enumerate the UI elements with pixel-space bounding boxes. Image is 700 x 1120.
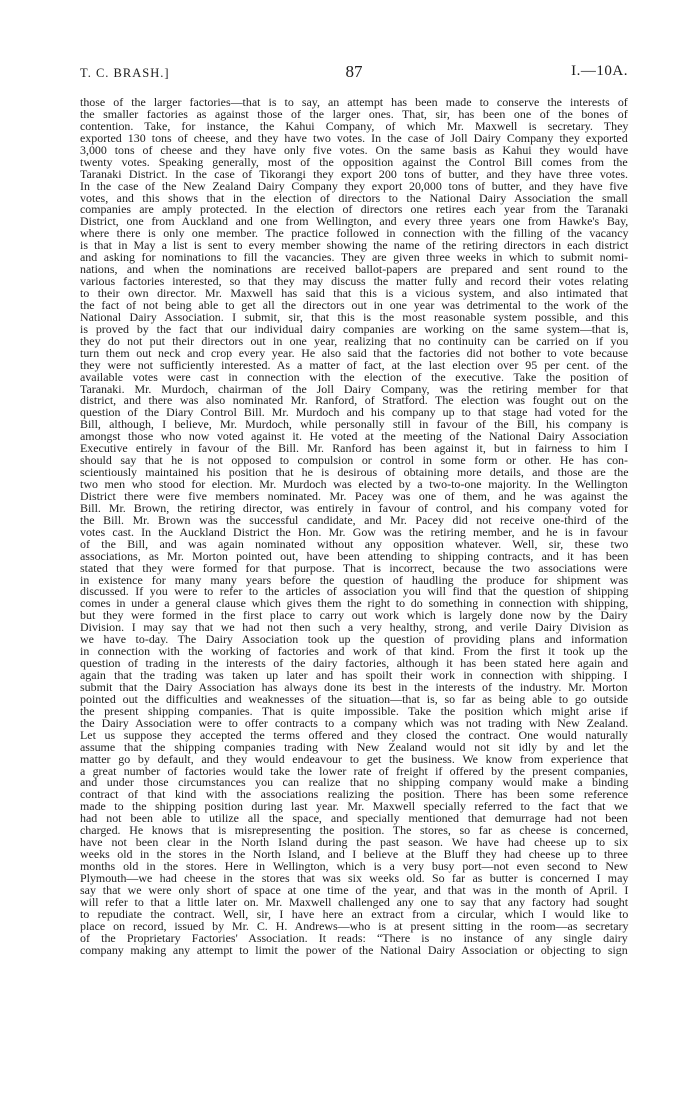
text-line: of the Proprietary Factories' Association. It reads: “There is no instance of any single dairy xyxy=(80,930,628,945)
text-line: a great number of factories would take the lower rate of freight if offered by the present companies, xyxy=(80,763,629,778)
text-line: contention. Take, for instance, the Kahui Company, of which Mr. Maxwell is secretary. They xyxy=(80,118,629,133)
text-line: we have to-day. The Dairy Association took up the question of providing plans and information xyxy=(80,632,628,647)
text-line: in existence for many many years before the question of haudling the produce for shipment was xyxy=(80,572,629,587)
text-line: votes cast. In the Auckland District the Hon. Mr. Gow was the retiring member, and he is in favour xyxy=(80,524,628,539)
text-line: available votes were cast in connection with the election of the executive. Take the position of xyxy=(80,369,629,384)
text-line: Taranaki. Mr. Murdoch, chairman of the Joll Dairy Company, was the retiring member for that xyxy=(80,381,629,396)
text-line: is that in May a list is sent to every member showing the name of the retiring directors in each district xyxy=(80,238,629,253)
text-line: submit that the Dairy Association has always done its best in the interests of the industry. Mr. Morton xyxy=(80,679,628,694)
text-line: place on record, issued by Mr. C. H. Andrews—who is at present sitting in the room—as secretary xyxy=(80,918,629,933)
text-line: made to the shipping position during last year. Mr. Maxwell specially referred to the fact that we xyxy=(80,799,628,814)
text-line: pointed out the difficulties and weaknesses of the situation—that is, so far as being able to go outside xyxy=(80,691,629,706)
text-line: Taranaki District. In the case of Tikorangi they export 200 tons of butter, and they have three votes. xyxy=(80,166,629,181)
text-line: stated that they were formed for that purpose. That is incorrect, because the two associations were xyxy=(80,560,628,575)
text-line: Bill, although, I believe, Mr. Murdoch, while personally still in favour of the Bill, his company is xyxy=(80,417,629,432)
text-line: two men who stood for election. Mr. Murdoch was elected by a two-to-one majority. In the Wellington xyxy=(80,477,628,491)
text-line: where there is only one member. The practice followed in connection with the filling of the vacancy xyxy=(80,226,629,241)
text-line: Bill. Mr. Brown, the retiring director, was entirely in favour of control, and his company voted for xyxy=(80,500,628,515)
text-line: nations, and when the nominations are received ballot-papers are prepared and sent round to the xyxy=(80,262,628,277)
text-line: they were not sufficiently interested. As a matter of fact, at the last election over 95 per cent. of the xyxy=(80,357,628,372)
text-line: turn them out neck and crop every year. He also said that the factories did not bother to vote because xyxy=(80,345,629,360)
text-line: comes in under a general clause which gives them the right to do something in connection with shipping, xyxy=(80,596,629,611)
text-line: discussed. If you were to refer to the articles of association you will find that the question of shipping xyxy=(80,584,629,599)
text-line: have not been clear in the North Island during the past season. We have had cheese up to six xyxy=(80,835,629,850)
page-number: 87 xyxy=(345,62,363,81)
text-line: exported 130 tons of cheese, and they have two votes. In the case of Joll Dairy Company they exported xyxy=(80,130,628,145)
text-line: company making any attempt to limit the power of the National Dairy Association or objecting to sign xyxy=(80,942,628,957)
text-line: district, and there was also nominated Mr. Ranford, of Stratford. The election was fought out on the xyxy=(80,393,629,408)
text-line: weeks old in the stores in the North Island, and I believe at the Bluff they had cheese up to three xyxy=(80,847,628,862)
text-line: should say that he is not opposed to compulsion or control in some form or other. He has con- xyxy=(80,453,628,468)
text-line: but they were formed in the first place to carry out work which is largely done now by the Dairy xyxy=(80,608,628,623)
text-line: and under those circumstances you can realize that no shipping company would make a binding xyxy=(80,775,629,790)
text-line: associations, as Mr. Morton pointed out, have been attending to shipping contracts, and it has been xyxy=(80,548,629,563)
text-line: contract of that kind with the associations realizing the position. There has been some reference xyxy=(80,787,629,802)
text-line: those of the larger factories—that is to say, an attempt has been made to conserve the interests of xyxy=(80,95,628,109)
text-line: to their own director. Mr. Maxwell has said that this is a vicious system, and also intimated that xyxy=(80,286,628,300)
text-line: is proved by the fact that our individual dairy companies are working on the same system—that is, xyxy=(80,321,629,336)
text-line: say that we were only short of space at one time of the year, and that was in the month of April. I xyxy=(80,882,629,897)
body-paragraph xyxy=(80,97,628,957)
text-line: will refer to that a little later on. Mr. Maxwell challenged any one to say that any factory had sought xyxy=(80,894,629,909)
text-line: the present shipping companies. That is quite impossible. Take the position which might arise if xyxy=(80,703,628,718)
text-line: twenty votes. Speaking generally, most of the opposition against the Control Bill comes from the xyxy=(80,154,628,169)
text-line: National Dairy Association. I submit, sir, that this is the most reasonable system possible, and this xyxy=(80,309,629,324)
text-line: question of trading in the interests of the dairy factories, although it has been stated here again and xyxy=(80,656,629,671)
text-line: the smaller factories as against those of the larger ones. That, sir, has been one of the bones of xyxy=(80,106,628,121)
text-line: 3,000 tons of cheese and they have only five votes. On the same basis as Kahui they would have xyxy=(80,142,629,157)
text-line: charged. He knows that is misrepresenting the position. The stores, so far as cheese is concerned, xyxy=(80,823,629,838)
text-line: assume that the shipping companies trading with New Zealand would not sit idly by and let the xyxy=(80,739,629,754)
text-line: votes, and this shows that in the election of directors to the National Dairy Association the small xyxy=(80,190,628,205)
text-line: the Bill. Mr. Brown was the successful candidate, and Mr. Pacey did not receive one-third of the xyxy=(80,512,629,527)
text-line: again that the trading was taken up later and has spoilt their work in connection with shipping. I xyxy=(80,668,628,682)
text-line: matter go by default, and they would endeavour to get the business. We know from experience that xyxy=(80,751,629,766)
page-header xyxy=(80,62,628,86)
text-line: District there were five members nominated. Mr. Pacey was one of them, and he was against the xyxy=(80,488,628,503)
text-line: Executive entirely in favour of the Bill. Mr. Ranford has been against it, but in fairness to him I xyxy=(80,441,629,456)
text-line: various factories interested, so that they may discuss the matter fully and record their votes relating xyxy=(80,274,629,289)
text-line: to repudiate the contract. Well, sir, I have here an extract from a circular, which I would like to xyxy=(80,906,629,921)
text-line: In the case of the New Zealand Dairy Company they export 20,000 tons of butter, and they have five xyxy=(80,178,628,193)
text-line: question of the Diary Control Bill. Mr. Murdoch and his company up to that stage had voted for the xyxy=(80,405,628,420)
text-line: companies are amply protected. In the election of directors one retires each year from the Taranaki xyxy=(80,202,629,217)
text-line: the Dairy Association were to offer contracts to a company which was not trading with New Zealand. xyxy=(80,715,629,730)
text-line: and asking for nominations to fill the vacancies. They are given three weeks in which to submit nomi- xyxy=(80,250,629,265)
text-line: Division. I may say that we had not then such a very healthy, strong, and verile Dairy Division as xyxy=(80,620,629,635)
text-line: District, one from Auckland and one from Wellington, and every three years one from Hawke's Bay, xyxy=(80,214,629,229)
text-line: months old in the stores. Here in Wellington, which is a very busy port—not even second to New xyxy=(80,859,628,873)
text-line: scientiously maintained his position that he is desirous of obtaining more details, and those are the xyxy=(80,465,629,480)
speaker-heading: T. C. BRASH.] xyxy=(80,66,170,80)
text-line: they do not put their directors out in one year, realizing that no continuity can be carried on if you xyxy=(80,333,629,348)
text-line: the fact of not being able to get all the directors out in one year was detrimental to the work of the xyxy=(80,297,629,312)
text-line: Plymouth—we had cheese in the stores that was six weeks old. So far as butter is concerned I may xyxy=(80,870,629,885)
text-line: in connection with the working of factories and work of that kind. From the first it took up the xyxy=(80,644,628,659)
text-line: had not been able to utilize all the space, and specially mentioned that demurrage had not been xyxy=(80,811,628,826)
text-line: amongst those who now voted against it. He voted at the meeting of the National Dairy Association xyxy=(80,429,629,444)
text-line: Let us suppose they accepted the terms offered and they closed the contract. One would naturally xyxy=(80,727,628,742)
text-line: of the Bill, and was again nominated without any opposition whatever. Well, sir, these two xyxy=(80,536,629,551)
document-reference: I.—10A. xyxy=(571,63,628,79)
